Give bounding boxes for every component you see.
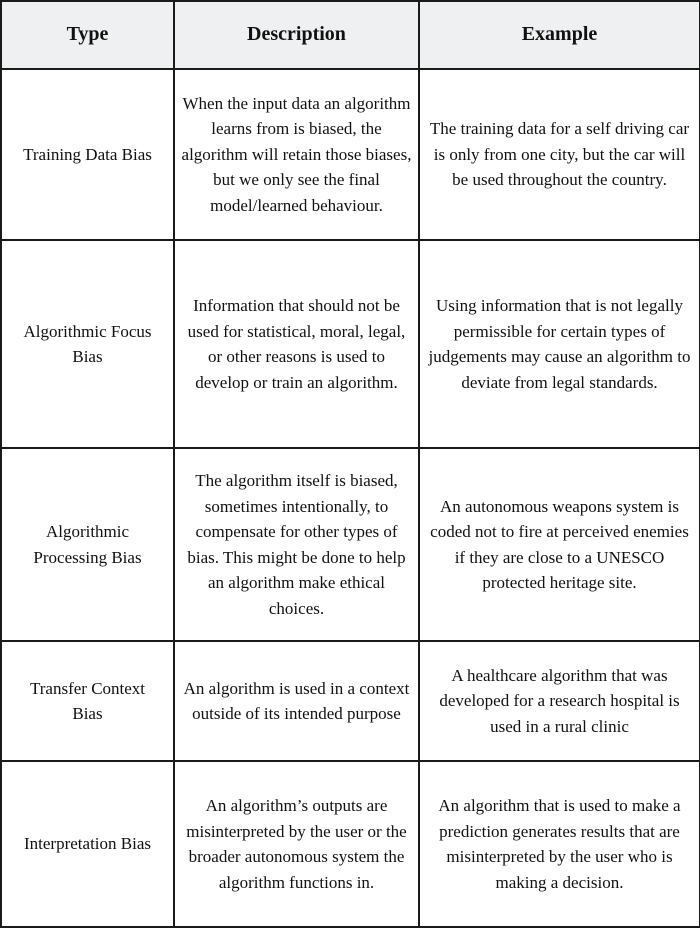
description-cell: When the input data an algorithm learns from is biased, the algorithm will retain those biases, but we only see the final model/learned behaviour. <box>174 69 419 240</box>
example-cell: An algorithm that is used to make a prediction generates results that are misinterpreted by the user who is making a decision. <box>419 761 700 927</box>
table-row <box>1 448 700 641</box>
description-cell: An algorithm’s outputs are misinterpreted by the user or the broader autonomous system the algorithm functions in. <box>174 761 419 927</box>
header-description: Description <box>174 1 419 69</box>
header-row <box>1 1 700 69</box>
type-cell: Training Data Bias <box>1 69 174 240</box>
example-cell: The training data for a self driving car is only from one city, but the car will be used throughout the country. <box>419 69 700 240</box>
table-row <box>1 69 700 240</box>
table-row <box>1 761 700 927</box>
type-cell: Transfer Context Bias <box>1 641 174 761</box>
table-row <box>1 641 700 761</box>
description-cell: The algorithm itself is biased, sometimes intentionally, to compensate for other types of bias. This might be done to help an algorithm make ethical choices. <box>174 448 419 641</box>
description-cell: An algorithm is used in a context outside of its intended purpose <box>174 641 419 761</box>
table-row <box>1 240 700 448</box>
type-cell: Algorithmic Processing Bias <box>1 448 174 641</box>
type-cell: Interpretation Bias <box>1 761 174 927</box>
type-cell: Algorithmic Focus Bias <box>1 240 174 448</box>
header-type: Type <box>1 1 174 69</box>
example-cell: A healthcare algorithm that was developed for a research hospital is used in a rural clinic <box>419 641 700 761</box>
description-cell: Information that should not be used for statistical, moral, legal, or other reasons is used to develop or train an algorithm. <box>174 240 419 448</box>
header-example: Example <box>419 1 700 69</box>
example-cell: An autonomous weapons system is coded not to fire at perceived enemies if they are close to a UNESCO protected heritage site. <box>419 448 700 641</box>
example-cell: Using information that is not legally permissible for certain types of judgements may cause an algorithm to deviate from legal standards. <box>419 240 700 448</box>
